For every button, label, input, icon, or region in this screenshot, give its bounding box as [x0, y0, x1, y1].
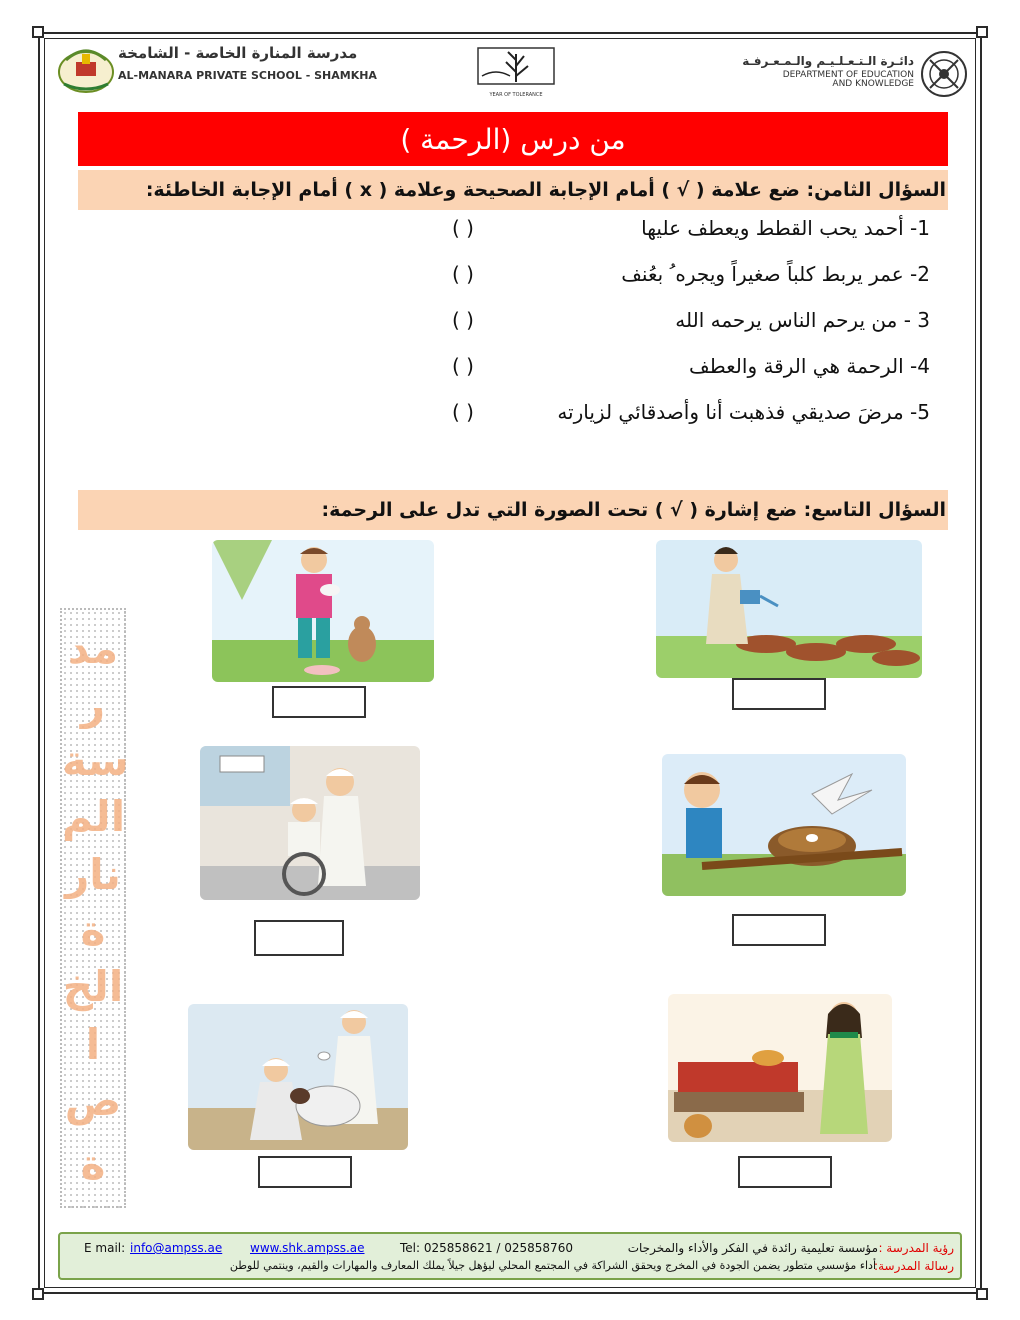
dept-name-ar: دائـرة الـتـعـلـيـم والـمـعـرفـة [742, 54, 914, 68]
answer-slot-3[interactable]: ( ) [452, 308, 474, 332]
statement-1: 1- أحمد يحب القطط ويعطف عليها [641, 216, 930, 240]
question-8-header [78, 170, 948, 210]
statement-4: 4- الرحمة هي الرقة والعطف [689, 354, 930, 378]
picture-wheelchair [200, 746, 420, 900]
footer-website-link[interactable]: www.shk.ampss.ae [250, 1241, 365, 1255]
answer-box-watering[interactable] [732, 678, 826, 710]
statement-2: 2- عمر يربط كلباً صغيراً ويجره ُ بعُنف [621, 262, 930, 286]
footer-phone: Tel: 025858621 / 025858760 [400, 1241, 573, 1255]
answer-slot-5[interactable]: ( ) [452, 400, 474, 424]
school-footer [58, 1232, 962, 1280]
watermark-char: نار [65, 850, 121, 899]
answer-box-cats[interactable] [272, 686, 366, 718]
dept-name-en-1: DEPARTMENT OF EDUCATION [782, 70, 914, 80]
corner-ornament [976, 1288, 988, 1300]
footer-email-link[interactable]: info@ampss.ae [130, 1241, 223, 1255]
picture-watering-plants [656, 540, 922, 678]
question-8-prompt: السؤال الثامن: ضع علامة ( √ ) أمام الإجابة الصحيحة وعلامة ( x ) أمام الإجابة الخاطئة: [145, 179, 946, 201]
watermark-char: ة [80, 906, 106, 955]
answer-box-wheelchair[interactable] [254, 920, 344, 956]
statement-5: 5- مرضَ صديقي فذهبت أنا وأصدقائي لزيارته [557, 400, 930, 424]
question-9-prompt: السؤال التاسع: ضع إشارة ( √ ) تحت الصورة التي تدل على الرحمة: [321, 499, 946, 521]
watermark-char: الم [62, 792, 126, 841]
corner-ornament [32, 1288, 44, 1300]
answer-slot-1[interactable]: ( ) [452, 216, 474, 240]
picture-men-with-sheep [188, 1004, 408, 1150]
school-logo [56, 40, 116, 96]
question-9-header [78, 490, 948, 530]
footer-vision-text: مؤسسة تعليمية رائدة في الفكر والأداء والمخرجات [627, 1241, 878, 1255]
footer-email-label: E mail: [84, 1241, 126, 1255]
answer-slot-4[interactable]: ( ) [452, 354, 474, 378]
dept-name-en-2: AND KNOWLEDGE [832, 79, 914, 89]
school-watermark [60, 608, 129, 1208]
watermark-char: الخ [62, 962, 124, 1011]
abu-dhabi-emblem [918, 46, 970, 102]
answer-slot-2[interactable]: ( ) [452, 262, 474, 286]
lesson-title-bar [78, 112, 948, 166]
picture-bird-nest [662, 754, 906, 896]
watermark-char: سة [62, 736, 129, 785]
watermark-char: ر [80, 680, 106, 729]
year-of-tolerance-logo [476, 46, 556, 102]
school-name-en: AL-MANARA PRIVATE SCHOOL - SHAMKHA [118, 69, 377, 82]
corner-ornament [32, 26, 44, 38]
year-of-tolerance-label: YEAR OF TOLERANCE [489, 92, 543, 98]
footer-mission-label: رسالة المدرسة: [874, 1259, 954, 1273]
watermark-char: ص [64, 1076, 122, 1125]
footer-vision-label: رؤية المدرسة : [878, 1241, 954, 1255]
school-name-ar: مدرسة المنارة الخاصة - الشامخة [118, 44, 358, 62]
watermark-char: ا [85, 1020, 101, 1069]
answer-box-sheep[interactable] [258, 1156, 352, 1188]
watermark-char: مد [67, 624, 119, 673]
watermark-char: ة [80, 1140, 106, 1189]
statement-3: 3 - من يرحم الناس يرحمه الله [675, 308, 930, 332]
footer-mission-text: أداء مؤسسي متطور يضمن الجودة في المخرج ويحقق الشراكة في المجتمع المحلي ليؤهل جيلاً يملك المعارف والمهارات والقيم، وينتمي للوطن [229, 1259, 876, 1272]
answer-box-girl-cat[interactable] [738, 1156, 832, 1188]
answer-box-bird[interactable] [732, 914, 826, 946]
corner-ornament [976, 26, 988, 38]
picture-man-with-cats [212, 540, 434, 682]
picture-girl-with-cat [668, 994, 892, 1142]
lesson-title: من درس (الرحمة ) [400, 122, 626, 156]
